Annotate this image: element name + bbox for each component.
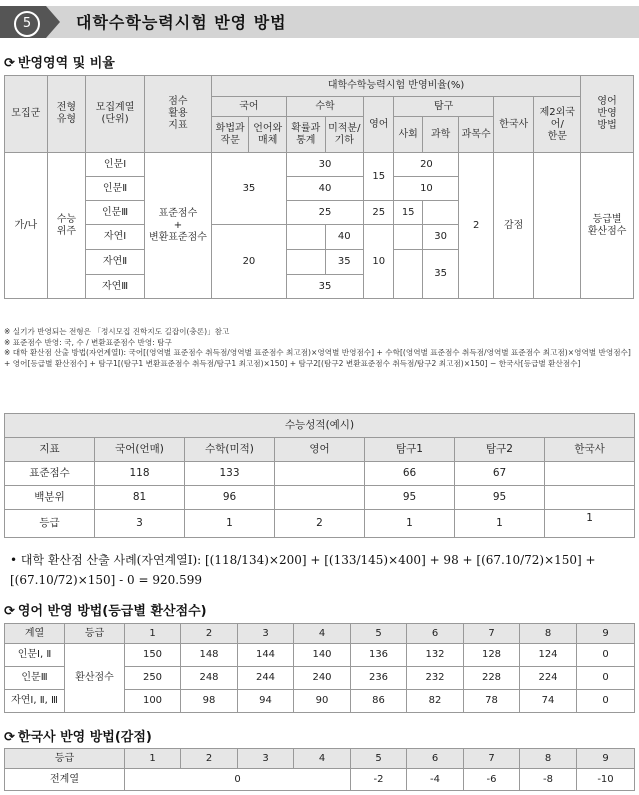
table-cell: 등급 <box>5 510 95 538</box>
page-title: 대학수학능력시험 반영 방법 <box>76 13 287 32</box>
hist-row-name: 전계열 <box>5 769 125 791</box>
cell-inq-n23: 35 <box>422 250 459 299</box>
table-cell: 100 <box>125 690 181 713</box>
col-kor2: 언어와 매체 <box>249 117 287 153</box>
score-col: 영어 <box>275 438 365 462</box>
unit-label: 자연Ⅱ <box>86 250 145 275</box>
note-item: ※ 표준점수 반영: 국, 수 / 변환표준점수 반영: 탐구 <box>4 337 172 347</box>
eng-category: 환산점수 <box>65 644 125 713</box>
note-item: ※ 대학 환산점 산출 방법(자연계열Ⅰ): 국어[(영역별 표준점수 취득점/영역별 표준점수 최고점)×영역별 반영점수] + 수학[(영역별 표준점수 취득점/영역별 표준점수 최고점)×영역별 반영점수] + 영어[등급별 환산점수] + 탐구1[(탐구1 변환표준점수 취득점/탐구1 최고점)×150] + 탐구2[(탐구2 변환표준점수 취득점/탐구2 최고점)×150] − 한국사[등급별 환산점수] <box>4 348 631 368</box>
cell-math-h1: 30 <box>286 153 363 177</box>
cell-history: 감점 <box>493 153 534 299</box>
table-row <box>5 769 635 791</box>
unit-label: 인문Ⅲ <box>86 201 145 225</box>
table-row <box>5 486 635 510</box>
hist-head: 1 <box>125 749 181 769</box>
cell-inq-h1: 20 <box>394 153 459 177</box>
col-subjects: 과목수 <box>459 117 493 153</box>
table-row <box>5 510 635 538</box>
eng-head: 등급 <box>65 624 125 644</box>
cell-eng-nat: 10 <box>364 225 394 299</box>
col-engmethod: 영어 반영 방법 <box>581 76 634 153</box>
score-col: 한국사 <box>545 438 635 462</box>
cell-eng-h3: 25 <box>364 201 394 225</box>
cell-kor-nat: 20 <box>211 225 286 299</box>
hist-head: 2 <box>181 749 238 769</box>
table-cell: 140 <box>294 644 351 667</box>
ratio-table <box>4 75 634 299</box>
hist-zero: 0 <box>125 769 351 791</box>
eng-head: 1 <box>125 624 181 644</box>
col-soc: 사회 <box>394 117 422 153</box>
table-cell: 94 <box>238 690 294 713</box>
table-cell: 98 <box>181 690 238 713</box>
unit-label: 인문Ⅱ <box>86 177 145 201</box>
arrow-bullet-icon: ⟳ <box>4 730 15 745</box>
hist-head: 4 <box>294 749 351 769</box>
table-cell: 250 <box>125 667 181 690</box>
cell-type: 수능 위주 <box>47 153 86 299</box>
col-score: 점수 활용 지표 <box>144 76 211 153</box>
section-number: 5 <box>14 11 40 37</box>
eng-head: 9 <box>577 624 635 644</box>
cell-subjects: 2 <box>459 153 493 299</box>
table-cell <box>545 486 635 510</box>
hist-head: 5 <box>351 749 407 769</box>
table-cell: 3 <box>95 510 185 538</box>
col-english: 영어 <box>364 97 394 153</box>
table-cell: 244 <box>238 667 294 690</box>
table-cell: 1 <box>365 510 455 538</box>
eng-row-name: 인문Ⅰ, Ⅱ <box>5 644 65 667</box>
cell-math-n3: 35 <box>286 275 363 299</box>
hist-head: 8 <box>520 749 577 769</box>
table-cell: 95 <box>455 486 545 510</box>
table-cell: 86 <box>351 690 407 713</box>
section-header <box>0 0 639 44</box>
col-math: 수학 <box>286 97 363 117</box>
table-cell <box>275 486 365 510</box>
english-table <box>4 623 635 713</box>
table-cell: 148 <box>181 644 238 667</box>
table-cell <box>545 462 635 486</box>
table-cell: 81 <box>95 486 185 510</box>
arrow-bullet-icon: ⟳ <box>4 56 15 71</box>
table-cell: 232 <box>407 667 464 690</box>
table-cell: 133 <box>185 462 275 486</box>
section-title-history <box>4 726 152 745</box>
table-cell: -6 <box>464 769 520 791</box>
eng-head: 계열 <box>5 624 65 644</box>
col-math2: 미적분/ 기하 <box>325 117 364 153</box>
cell-engmethod: 등급별 환산점수 <box>581 153 634 299</box>
hist-head: 7 <box>464 749 520 769</box>
score-col: 탐구2 <box>455 438 545 462</box>
table-cell: 66 <box>365 462 455 486</box>
table-cell: 228 <box>464 667 520 690</box>
table-row <box>5 644 635 667</box>
table-cell: 136 <box>351 644 407 667</box>
section-title-text: 영어 반영 방법(등급별 환산점수) <box>17 604 207 619</box>
section-title-ratio <box>4 52 115 71</box>
table-cell: -8 <box>520 769 577 791</box>
table-cell: -10 <box>577 769 635 791</box>
score-col: 수학(미적) <box>185 438 275 462</box>
eng-head: 8 <box>520 624 577 644</box>
table-cell: 118 <box>95 462 185 486</box>
score-col: 지표 <box>5 438 95 462</box>
table-cell: 144 <box>238 644 294 667</box>
cell-kor-hum: 35 <box>211 153 286 225</box>
table-cell: 224 <box>520 667 577 690</box>
table-cell: 1 <box>185 510 275 538</box>
eng-row-name: 자연Ⅰ, Ⅱ, Ⅲ <box>5 690 65 713</box>
table-cell: 표준점수 <box>5 462 95 486</box>
table-cell: 82 <box>407 690 464 713</box>
col-ratio: 대학수학능력시험 반영비율(%) <box>211 76 580 97</box>
cell-math-h3: 25 <box>286 201 363 225</box>
cell-empty <box>422 201 459 225</box>
table-cell: 236 <box>351 667 407 690</box>
table-cell: 2 <box>275 510 365 538</box>
table-cell: 백분위 <box>5 486 95 510</box>
table-cell: 0 <box>577 690 635 713</box>
table-cell: 95 <box>365 486 455 510</box>
cell-inq-h2: 10 <box>394 177 459 201</box>
table-cell: 128 <box>464 644 520 667</box>
col-history: 한국사 <box>493 97 534 153</box>
eng-row-name: 인문Ⅲ <box>5 667 65 690</box>
col-lang2: 제2외국어/ 한문 <box>534 97 581 153</box>
col-unit: 모집계열 (단위) <box>86 76 145 153</box>
table-cell: -2 <box>351 769 407 791</box>
unit-label: 자연Ⅰ <box>86 225 145 250</box>
cell-eng-h12: 15 <box>364 153 394 201</box>
cell-lang2 <box>534 153 581 299</box>
unit-label: 인문Ⅰ <box>86 153 145 177</box>
table-cell: -4 <box>407 769 464 791</box>
table-cell: 150 <box>125 644 181 667</box>
table-cell: 74 <box>520 690 577 713</box>
eng-head: 2 <box>181 624 238 644</box>
section-title-text: 한국사 반영 방법(감점) <box>17 730 152 745</box>
eng-head: 7 <box>464 624 520 644</box>
col-sci: 과학 <box>422 117 459 153</box>
table-cell: 1 <box>455 510 545 538</box>
score-example-table <box>4 413 635 538</box>
section-title-text: 반영영역 및 비율 <box>17 56 115 71</box>
section-title-english <box>4 600 207 619</box>
cell-group: 가/나 <box>5 153 48 299</box>
table-cell: 248 <box>181 667 238 690</box>
hist-head: 등급 <box>5 749 125 769</box>
col-math1: 확률과 통계 <box>286 117 325 153</box>
eng-head: 4 <box>294 624 351 644</box>
table-cell: 124 <box>520 644 577 667</box>
score-col: 탐구1 <box>365 438 455 462</box>
table-cell: 132 <box>407 644 464 667</box>
score-col: 국어(언매) <box>95 438 185 462</box>
history-table <box>4 748 635 791</box>
table-cell: 0 <box>577 644 635 667</box>
table-cell: 78 <box>464 690 520 713</box>
cell-math-n2: 35 <box>325 250 364 275</box>
cell-inq-h3: 15 <box>394 201 422 225</box>
table-cell: 90 <box>294 690 351 713</box>
table-cell: 0 <box>577 667 635 690</box>
col-kor1: 화법과 작문 <box>211 117 249 153</box>
table-cell: 1 <box>545 510 635 538</box>
cell-math-n1: 40 <box>325 225 364 250</box>
calc-example: • 대학 환산점 산출 사례(자연계열Ⅰ): [(118/134)×200] + [(133/145)×400] + 98 + [(67.10/72)×150] + [(67.10/72)×150] - 0 = 920.599 <box>10 553 596 587</box>
cell-empty <box>394 225 422 250</box>
table-row <box>5 462 635 486</box>
cell-score: 표준점수 + 변환표준점수 <box>144 153 211 299</box>
cell-empty <box>394 250 422 299</box>
table-cell: 67 <box>455 462 545 486</box>
eng-head: 3 <box>238 624 294 644</box>
table-cell <box>275 462 365 486</box>
hist-head: 9 <box>577 749 635 769</box>
cell-inq-n1: 30 <box>422 225 459 250</box>
arrow-bullet-icon: ⟳ <box>4 604 15 619</box>
score-table-title: 수능성적(예시) <box>5 414 635 438</box>
hist-head: 3 <box>238 749 294 769</box>
cell-empty <box>286 250 325 275</box>
col-inquiry: 탐구 <box>394 97 493 117</box>
notes <box>4 327 634 369</box>
table-cell: 96 <box>185 486 275 510</box>
col-type: 전형 유형 <box>47 76 86 153</box>
eng-head: 6 <box>407 624 464 644</box>
cell-empty <box>286 225 325 250</box>
cell-math-h2: 40 <box>286 177 363 201</box>
unit-label: 자연Ⅲ <box>86 275 145 299</box>
table-cell: 240 <box>294 667 351 690</box>
hist-head: 6 <box>407 749 464 769</box>
eng-head: 5 <box>351 624 407 644</box>
note-item: ※ 실기가 반영되는 전형은 「정시모집 진학지도 길잡이(충론)」참고 <box>4 327 230 336</box>
col-korean: 국어 <box>211 97 286 117</box>
col-group: 모집군 <box>5 76 48 153</box>
